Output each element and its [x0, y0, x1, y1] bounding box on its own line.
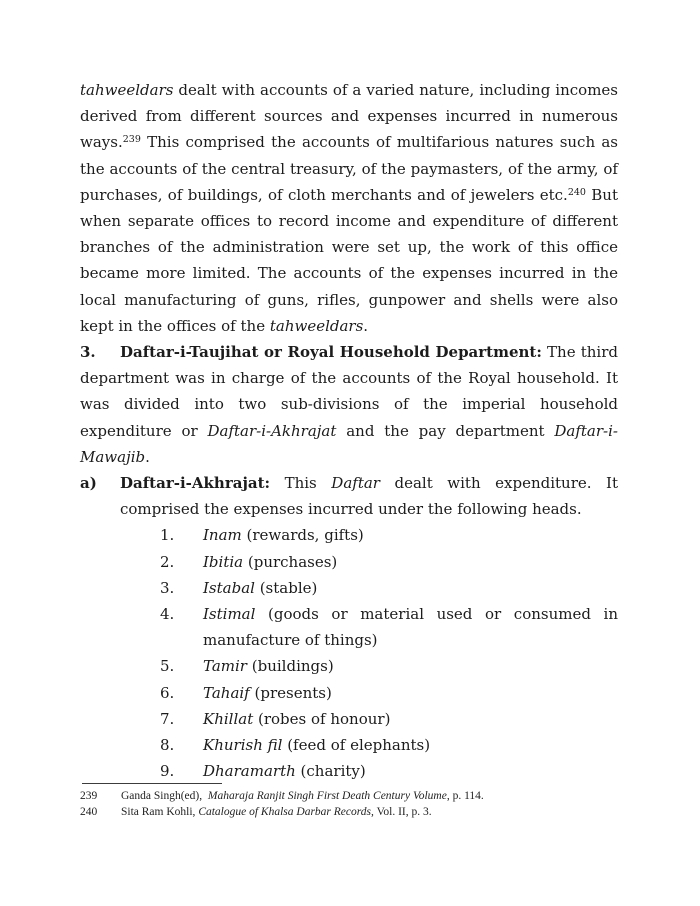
term-daftar-i-akhrajat: Daftar-i-Akhrajat — [207, 421, 337, 440]
list-term: Istabal — [203, 578, 255, 597]
list-number: 1. — [160, 526, 175, 545]
list-item — [160, 758, 618, 784]
subsection-a-paragraph — [80, 470, 618, 522]
list-term: Istimal — [203, 605, 256, 624]
list-desc: (stable) — [254, 578, 318, 597]
body-text: dealt with expenditure. It comprised the expenses incurred under the following heads. — [120, 474, 618, 519]
list-number: 4. — [160, 605, 175, 624]
footnote-number: 239 — [80, 790, 98, 803]
list-number: 9. — [160, 762, 175, 781]
section-3-paragraph — [80, 339, 618, 470]
body-text: But when separate offices to record income and expenditure of different branches of the administration were set up, the work of this office became more limited. The accounts of the expenses incurred in the local manufacturing of guns, rifles, gunpower and shells were also kept in the offices of the — [80, 185, 618, 335]
list-desc: (feed of elephants) — [282, 736, 431, 755]
list-item — [160, 522, 618, 548]
subsection-heading: Daftar-i-Akhrajat: — [120, 474, 271, 493]
list-desc: (purchases) — [243, 552, 338, 571]
list-desc: (rewards, gifts) — [241, 526, 364, 545]
section-number: 3. — [80, 343, 96, 362]
list-item — [160, 653, 618, 679]
footnote-text: Ganda Singh(ed), — [121, 790, 208, 803]
section-heading: Daftar-i-Taujihat or Royal Household Department: — [120, 343, 542, 362]
body-text: . — [145, 447, 150, 466]
list-term: Khillat — [203, 709, 254, 728]
list-term: Tahaif — [203, 683, 250, 702]
footnote-ref-239: 239 — [122, 134, 141, 146]
list-number: 3. — [160, 578, 175, 597]
list-item — [160, 575, 618, 601]
body-text: . — [363, 316, 369, 335]
body-text: The third department was in charge of the accounts of the Royal household. It was divided into two sub-divisions of the imperial household expenditure or — [80, 343, 619, 440]
footnote-book-title: Maharaja Ranjit Singh First Death Century Volume — [207, 790, 447, 803]
list-number: 2. — [160, 552, 175, 571]
footnote-separator-rule — [82, 783, 222, 784]
list-term: Inam — [203, 526, 242, 545]
list-number: 6. — [160, 683, 175, 702]
list-item — [160, 732, 618, 758]
footnote-text: Sita Ram Kohli, — [121, 805, 199, 818]
footnote-number: 240 — [80, 805, 98, 818]
list-item — [160, 680, 618, 706]
list-desc: (robes of honour) — [253, 709, 391, 728]
body-text: and the pay department — [336, 421, 555, 440]
footnotes-section — [80, 783, 620, 820]
list-term: Khurish fil — [203, 736, 283, 755]
list-desc: (presents) — [249, 683, 332, 702]
term-daftar: Daftar — [331, 474, 380, 493]
list-number: 8. — [160, 736, 175, 755]
expense-heads-list — [160, 522, 618, 784]
list-item — [160, 549, 618, 575]
body-text: dealt with accounts of a varied nature, including incomes derived from different sources and expenses incurred in numerous ways. — [80, 81, 618, 152]
footnote — [80, 805, 620, 821]
footnote-book-title: Catalogue of Khalsa Darbar Records, — [198, 805, 374, 818]
footnote-ref-240: 240 — [567, 186, 586, 198]
list-desc: (goods or material used or consumed in manufacture of things) — [203, 605, 618, 650]
term-daftar-i-mawajib: Daftar-i-Mawajib — [80, 421, 618, 466]
page-body — [80, 77, 618, 784]
footnote-text: , p. 114. — [446, 790, 484, 803]
list-desc: (charity) — [295, 762, 366, 781]
term-tahweeldars: tahweeldars — [80, 81, 174, 99]
body-text: This — [270, 474, 332, 493]
term-tahweeldars: tahweeldars — [269, 316, 364, 335]
footnote — [80, 789, 620, 805]
list-term: Dharamarth — [203, 762, 296, 781]
list-number: 7. — [160, 709, 175, 728]
list-number: 5. — [160, 657, 175, 676]
body-text: This comprised the accounts of multifarious natures such as the accounts of the central treasury, of the paymasters, of the army, of purchases, of buildings, of cloth merchants and of jewelers etc. — [80, 133, 618, 204]
list-term: Tamir — [203, 657, 247, 676]
list-term: Ibitia — [203, 552, 244, 571]
continuation-paragraph — [80, 77, 618, 339]
subsection-marker: a) — [80, 474, 97, 493]
list-desc: (buildings) — [246, 657, 334, 676]
list-item — [160, 706, 618, 732]
footnote-text: Vol. II, p. 3. — [373, 805, 432, 818]
list-item — [160, 601, 618, 653]
